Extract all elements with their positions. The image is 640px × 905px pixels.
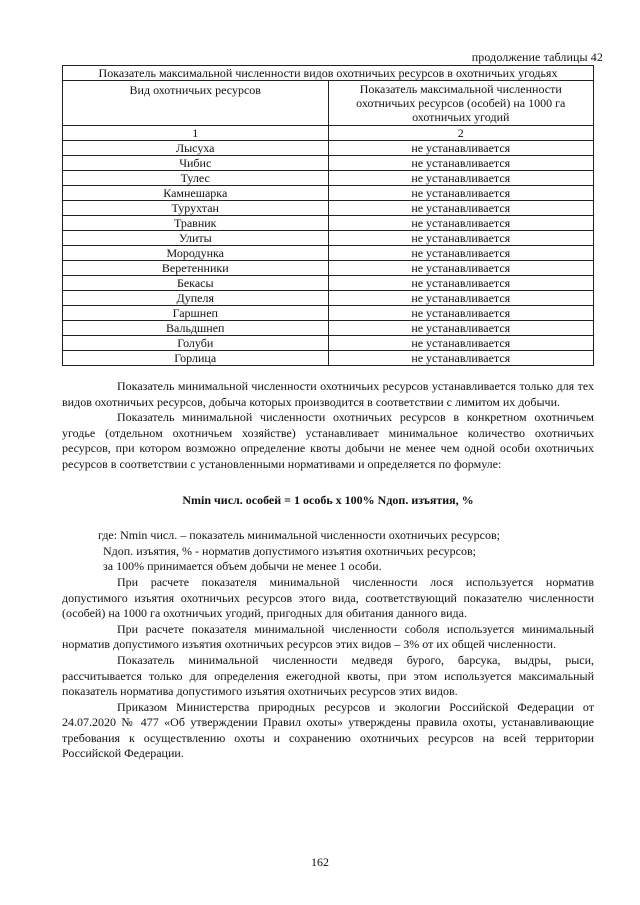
- table-row: [63, 201, 594, 216]
- paragraph-moose: При расчете показателя минимальной численности лося используется норматив допустимого изъятия охотничьих ресурсов этого вида, соответствующий показателю численности (особей) на 1000 га охотничьих угодий, пригодных для обитания данного вида.: [62, 574, 594, 621]
- table-row: [63, 261, 594, 276]
- max-count-cell: не устанавливается: [328, 171, 594, 186]
- table-header-row: [63, 81, 594, 126]
- column-header-species: Вид охотничьих ресурсов: [63, 81, 329, 126]
- table-row: [63, 276, 594, 291]
- species-cell: Вальдшнеп: [63, 321, 329, 336]
- species-cell: Мородунка: [63, 246, 329, 261]
- max-count-cell: не устанавливается: [328, 216, 594, 231]
- table-row: [63, 291, 594, 306]
- table-caption: Показатель максимальной численности видов охотничьих ресурсов в охотничьих угодьях: [63, 66, 594, 81]
- max-count-cell: не устанавливается: [328, 306, 594, 321]
- table-row: [63, 321, 594, 336]
- paragraph-sable: При расчете показателя минимальной численности соболя используется минимальный норматив допустимого изъятия охотничьих ресурсов этих видов – 3% от их общей численности.: [62, 621, 594, 652]
- species-cell: Травник: [63, 216, 329, 231]
- max-count-cell: не устанавливается: [328, 336, 594, 351]
- species-cell: Тулес: [63, 171, 329, 186]
- max-count-cell: не устанавливается: [328, 186, 594, 201]
- table-row: [63, 231, 594, 246]
- hunting-resources-table: [62, 65, 594, 366]
- max-count-cell: не устанавливается: [328, 276, 594, 291]
- max-count-cell: не устанавливается: [328, 156, 594, 171]
- paragraph-min-count-definition: Показатель минимальной численности охотничьих ресурсов в конкретном охотничьем угодье (отдельном охотничьем хозяйстве) устанавливает минимальное количество охотничьих ресурсов, при котором возможно определение квоты добычи не менее чем одной особи охотничьих ресурсов в соответствии с установленными нормативами и определяется по формуле:: [62, 410, 594, 471]
- max-count-cell: не устанавливается: [328, 246, 594, 261]
- table-row: [63, 246, 594, 261]
- table-row: [63, 141, 594, 156]
- table-row: [63, 336, 594, 351]
- table-row: [63, 216, 594, 231]
- formula-definition-nmin: где: Nmin числ. – показатель минимальной численности охотничьих ресурсов;: [98, 528, 500, 543]
- table-row: [63, 171, 594, 186]
- max-count-cell: не устанавливается: [328, 261, 594, 276]
- column-number-1: 1: [63, 126, 329, 141]
- species-cell: Гаршнеп: [63, 306, 329, 321]
- species-cell: Голуби: [63, 336, 329, 351]
- species-cell: Улиты: [63, 231, 329, 246]
- table-caption-row: [63, 66, 594, 81]
- paragraph-hunting-rules-order: Приказом Министерства природных ресурсов и экологии Российской Федерации от 24.07.2020 № 477 «Об утверждении Правил охоты» утверждены правила охоты, устанавливающие требования к осуществлению охоты и сохранению охотничьих ресурсов на всей территории Российской Федерации.: [62, 699, 594, 761]
- document-body: [62, 379, 594, 762]
- species-cell: Горлица: [63, 351, 329, 366]
- max-count-cell: не устанавливается: [328, 231, 594, 246]
- table-row: [63, 156, 594, 171]
- formula-definition-100: за 100% принимается объем добычи не менее 1 особи.: [103, 559, 382, 574]
- formula-definition-ndop: Nдоп. изъятия, % - норматив допустимого изъятия охотничьих ресурсов;: [103, 543, 476, 558]
- table-row: [63, 186, 594, 201]
- max-count-cell: не устанавливается: [328, 321, 594, 336]
- column-number-row: [63, 126, 594, 141]
- species-cell: Камнешарка: [63, 186, 329, 201]
- species-cell: Лысуха: [63, 141, 329, 156]
- formula: Nmin числ. особей = 1 особь х 100% Nдоп. изъятия, %: [182, 492, 474, 507]
- max-count-cell: не устанавливается: [328, 201, 594, 216]
- table-row: [63, 351, 594, 366]
- column-header-max-count: Показатель максимальной численности охотничьих ресурсов (особей) на 1000 га охотничьих угодий: [328, 81, 594, 126]
- table-continuation-note: продолжение таблицы 42: [471, 50, 603, 64]
- species-cell: Бекасы: [63, 276, 329, 291]
- species-cell: Турухтан: [63, 201, 329, 216]
- page-number: 162: [311, 855, 329, 869]
- table-row: [63, 306, 594, 321]
- max-count-cell: не устанавливается: [328, 351, 594, 366]
- column-number-2: 2: [328, 126, 594, 141]
- paragraph-bear-badger-otter-lynx: Показатель минимальной численности медведя бурого, барсука, выдры, рыси, рассчитывается только для определения ежегодной квоты, при этом используется максимальный показатель норматива допустимого изъятия охотничьих ресурсов этих видов.: [62, 652, 594, 699]
- species-cell: Чибис: [63, 156, 329, 171]
- max-count-cell: не устанавливается: [328, 141, 594, 156]
- species-cell: Веретенники: [63, 261, 329, 276]
- max-count-cell: не устанавливается: [328, 291, 594, 306]
- species-cell: Дупеля: [63, 291, 329, 306]
- paragraph-min-count-limit: Показатель минимальной численности охотничьих ресурсов устанавливается только для тех видов охотничьих ресурсов, добыча которых производится в соответствии с лимитом их добычи.: [62, 379, 594, 409]
